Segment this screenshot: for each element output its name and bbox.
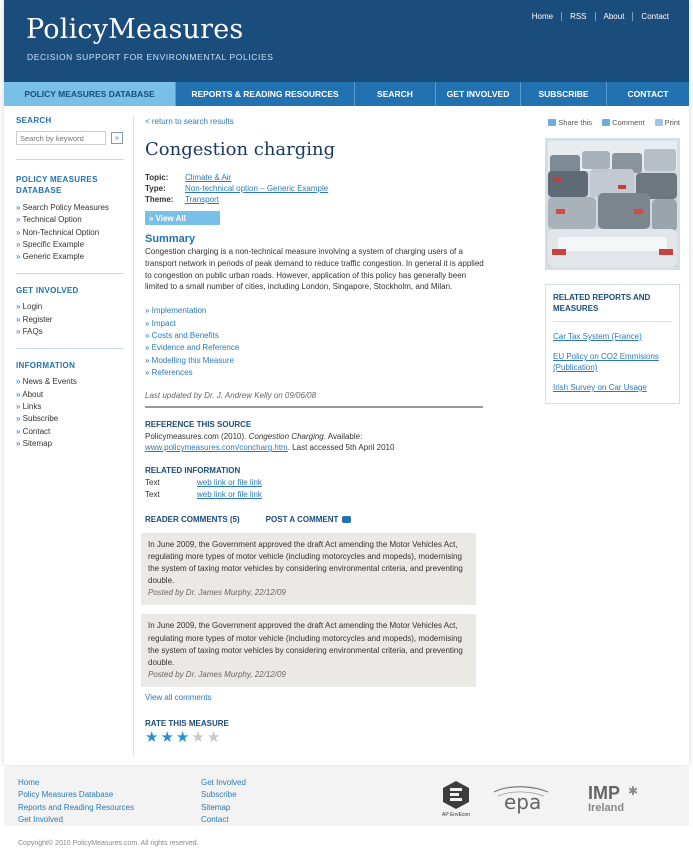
reference-text (145, 431, 485, 454)
site-header (4, 0, 689, 82)
footer-link-get-involved[interactable]: Get Involved (18, 814, 63, 824)
link-impact[interactable]: » Impact (145, 318, 485, 330)
nav-subscribe[interactable]: SUBSCRIBE (521, 82, 607, 106)
topic-link[interactable]: Climate & Air (185, 173, 232, 182)
post-comment-label: POST A COMMENT (265, 514, 339, 524)
comment-item (141, 614, 476, 687)
top-link-about[interactable]: About (595, 12, 633, 21)
top-links (524, 12, 677, 21)
apenvecon-caption: AP EnvEcon (442, 812, 470, 818)
left-sidebar (16, 116, 124, 472)
reference-italic: Congestion Charging (248, 431, 324, 441)
site-tagline: DECISION SUPPORT FOR ENVIRONMENTAL POLICIES (27, 52, 274, 62)
sidebar-search-heading: SEARCH (16, 116, 52, 125)
imp-subword: Ireland (588, 802, 625, 814)
comment-byline: Posted by Dr. James Murphy, 22/12/09 (148, 588, 286, 598)
related-link[interactable]: web link or file link (197, 477, 262, 487)
comment-text: In June 2009, the Government approved the draft Act amending the Motor Vehicles Act, regulating more types of motor vehicle (including motorcycles and mopeds), modernising the system of taxing motor vehicles by considering environmental criteria, and preventing double. (148, 621, 463, 668)
link-costs-benefits[interactable]: » Costs and Benefits (145, 330, 485, 342)
reference-accessed: . Last accessed 5th April 2010 (287, 443, 395, 453)
site-logo[interactable]: PolicyMeasures (26, 14, 244, 45)
star-filled-icon[interactable]: ★ (160, 729, 174, 747)
section-links (145, 305, 485, 379)
post-comment-button[interactable] (266, 515, 352, 524)
sidebar-item-faqs[interactable]: » FAQs (16, 326, 124, 338)
nav-policy-measures-database[interactable]: POLICY MEASURES DATABASE (4, 82, 176, 106)
nav-contact[interactable]: CONTACT (627, 89, 669, 99)
page (4, 0, 689, 765)
apenvecon-logo[interactable] (438, 780, 474, 818)
reference-pre: Policymeasures.com (2010). (145, 431, 249, 441)
reference-heading: REFERENCE THIS SOURCE (145, 419, 252, 429)
sidebar-item-login[interactable]: » Login (16, 301, 124, 313)
reference-post: . Available: (323, 431, 363, 441)
site-footer (4, 768, 689, 826)
main-nav (4, 82, 689, 106)
sidebar-item-links[interactable]: » Links (16, 401, 124, 413)
speech-bubble-icon (342, 516, 351, 523)
epa-logo[interactable] (490, 784, 552, 818)
star-filled-icon[interactable]: ★ (175, 729, 190, 747)
sidebar-info-heading: INFORMATION (16, 361, 76, 371)
sidebar-db-heading: POLICY MEASURES DATABASE (16, 175, 98, 195)
type-label: Type: (145, 184, 166, 193)
link-references[interactable]: » References (145, 367, 485, 379)
link-implementation[interactable]: » Implementation (145, 305, 485, 317)
summary-text: Congestion charging is a non-technical measure involving a system of charging users of a transport network in periods of peak demand to reduce traffic congestion. In general it is applied to congestion on public urban roads. However, application of this policy has generally been limited to a small number of cities, including London, Singapore, Stockholm, and Milan. (145, 247, 484, 292)
sidebar-item-register[interactable]: » Register (16, 314, 124, 326)
print-icon (655, 119, 663, 126)
sidebar-info-list (16, 376, 124, 460)
page-tools (545, 118, 680, 127)
share-button[interactable] (548, 118, 592, 127)
sidebar-item-non-technical-option[interactable]: » Non-Technical Option (16, 227, 124, 239)
imp-ireland-logo[interactable] (588, 783, 639, 814)
related-reports-box (545, 284, 680, 404)
star-empty-icon[interactable]: ★ (191, 729, 205, 747)
imp-wordmark: IMP (588, 783, 621, 803)
related-info (145, 477, 485, 501)
copyright: Copyright© 2010 PolicyMeasures.com. All rights reserved. (18, 840, 199, 847)
measure-meta (145, 172, 485, 205)
related-report-link[interactable]: Car Tax System (France) (553, 332, 642, 341)
footer-link-get-involved[interactable]: Get Involved (201, 778, 246, 787)
footer-link-subscribe[interactable]: Subscribe (201, 790, 237, 800)
topic-label: Topic: (145, 173, 169, 182)
related-link[interactable]: web link or file link (197, 489, 262, 499)
link-modelling[interactable]: » Modelling this Measure (145, 355, 485, 367)
asterisk-icon: ✱ (628, 784, 639, 798)
sidebar-db-list (16, 202, 124, 274)
top-link-home[interactable]: Home (531, 12, 554, 21)
summary-heading: Summary (145, 233, 196, 245)
sidebar-item-technical-option[interactable]: » Technical Option (16, 214, 124, 226)
sidebar-item-generic-example[interactable]: » Generic Example (16, 251, 124, 263)
sidebar-involved-heading: GET INVOLVED (16, 286, 79, 296)
footer-links-col1 (18, 777, 134, 826)
reader-comments-link[interactable]: READER COMMENTS (5) (145, 514, 240, 524)
star-empty-icon[interactable]: ★ (206, 729, 221, 747)
share-icon (548, 119, 556, 126)
main-content (145, 117, 485, 745)
footer-link-home[interactable]: Home (18, 778, 40, 787)
traffic-image (548, 141, 677, 267)
share-label: Share this (558, 118, 593, 127)
traffic-photo (545, 138, 680, 270)
view-all-comments-link[interactable]: View all comments (145, 693, 212, 703)
top-link-rss[interactable]: RSS (561, 12, 594, 21)
rating-stars[interactable] (145, 730, 485, 745)
footer-links-col2 (201, 777, 246, 826)
link-evidence-reference[interactable]: » Evidence and Reference (145, 342, 485, 354)
last-updated: Last updated by Dr. J. Andrew Kelly on 09/06/08 (145, 391, 483, 408)
print-button[interactable] (655, 118, 680, 127)
comment-byline: Posted by Dr. James Murphy, 22/12/09 (148, 670, 286, 680)
sidebar-item-about[interactable]: » About (16, 389, 124, 401)
sidebar-item-subscribe[interactable]: » Subscribe (16, 413, 124, 425)
rate-heading: RATE THIS MEASURE (145, 719, 229, 729)
star-filled-icon[interactable]: ★ (145, 729, 159, 747)
view-all-button[interactable]: » View All (145, 211, 220, 225)
sidebar-item-news-events[interactable]: » News & Events (16, 376, 124, 388)
comment-item (141, 533, 476, 606)
reference-url[interactable]: www.policymeasures.com/concharg.htm (145, 443, 288, 453)
right-column (545, 118, 680, 404)
nav-get-involved[interactable]: GET INVOLVED (436, 82, 521, 106)
footer-link-reports[interactable]: Reports and Reading Resources (18, 802, 135, 812)
related-info-heading: RELATED INFORMATION (145, 465, 241, 475)
comment-label: Comment (612, 118, 645, 127)
theme-link[interactable]: Transport (185, 195, 219, 204)
sidebar-divider (133, 116, 134, 756)
search-go-button[interactable]: » (111, 132, 123, 144)
related-label: Text (145, 489, 160, 499)
epa-wordmark: epa (504, 790, 542, 814)
footer-link-contact[interactable]: Contact (201, 814, 229, 824)
footer-link-pm-database[interactable]: Policy Measures Database (18, 790, 114, 800)
related-label: Text (145, 477, 160, 487)
comment-icon (602, 119, 610, 126)
return-to-results-link[interactable]: < return to search results (145, 117, 234, 126)
search-input[interactable] (16, 131, 106, 145)
sidebar-search (16, 131, 124, 160)
sidebar-item-sitemap[interactable]: » Sitemap (16, 438, 124, 450)
related-report-link[interactable]: EU Policy on CO2 Emmisions (Publication) (553, 352, 659, 372)
sidebar-item-specific-example[interactable]: » Specific Example (16, 239, 124, 251)
theme-label: Theme: (145, 195, 174, 204)
comment-text: In June 2009, the Government approved the draft Act amending the Motor Vehicles Act, regulating more types of motor vehicle (including motorcycles and mopeds), modernising the system of taxing motor vehicles by considering environmental criteria, and preventing double. (148, 539, 463, 586)
related-report-link[interactable]: Irish Survey on Car Usage (553, 383, 647, 392)
nav-reports-reading-resources[interactable]: REPORTS & READING RESOURCES (176, 82, 355, 106)
top-link-contact[interactable]: Contact (632, 12, 677, 21)
footer-link-sitemap[interactable]: Sitemap (201, 802, 231, 812)
print-label: Print (664, 118, 680, 127)
comment-button[interactable] (602, 118, 645, 127)
comments-bar (145, 515, 485, 524)
sidebar-item-search-policy-measures[interactable]: » Search Policy Measures (16, 202, 124, 214)
type-link[interactable]: Non-technical option – Generic Example (185, 184, 329, 193)
apenvecon-mark-icon (441, 780, 471, 810)
page-title: Congestion charging (145, 139, 336, 160)
sidebar-item-contact[interactable]: » Contact (16, 426, 124, 438)
sidebar-involved-list (16, 301, 124, 349)
nav-search[interactable]: SEARCH (355, 82, 436, 106)
related-reports-heading: RELATED REPORTS AND MEASURES (553, 293, 672, 322)
